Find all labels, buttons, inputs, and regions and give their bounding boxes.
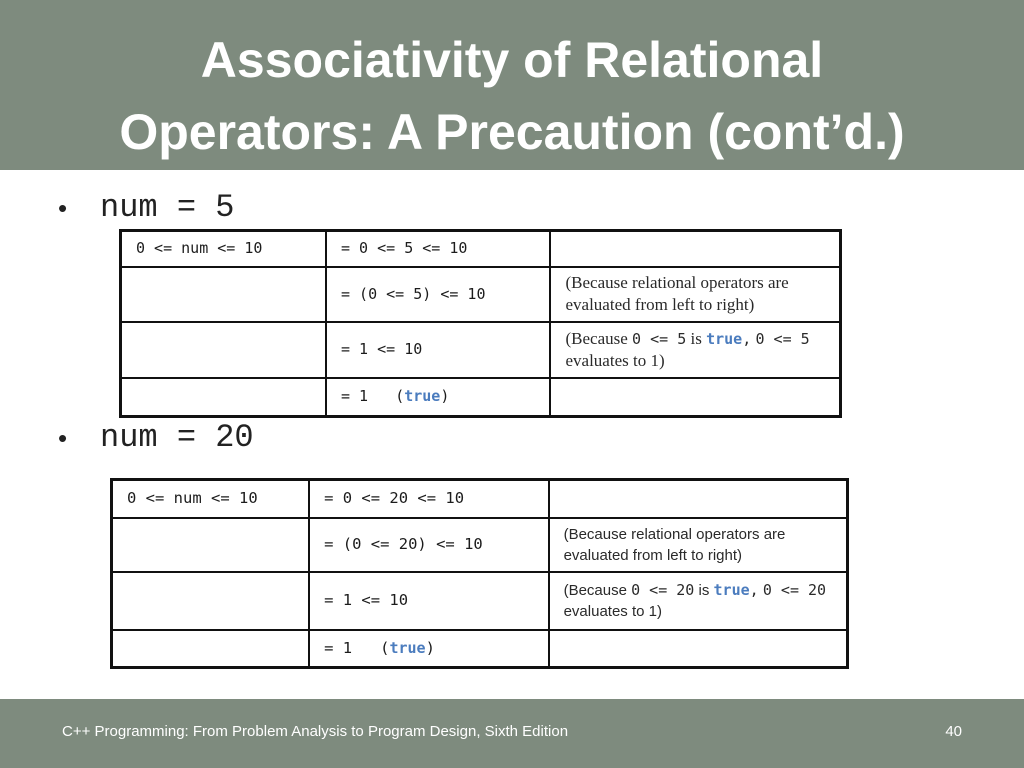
- bullet-text: num = 5: [100, 189, 235, 226]
- note-text: [565, 329, 809, 370]
- bullet-item-num-20: [58, 420, 254, 456]
- table-cell: [309, 572, 548, 630]
- note-suffix: evaluates to 1): [563, 602, 662, 620]
- empty-cell: [549, 630, 848, 668]
- table-cell: [326, 267, 550, 322]
- table-cell: [309, 480, 548, 518]
- table-row: [112, 480, 848, 518]
- step-cell: = (0 <= 20) <= 10: [324, 535, 483, 553]
- table-cell: [112, 480, 310, 518]
- note-text: (Because relational operators are evaluated from left to right): [565, 273, 789, 314]
- note-comma: ,: [749, 580, 759, 599]
- bullet-item-num-5: [58, 190, 234, 226]
- step-cell: = (0 <= 5) <= 10: [341, 284, 486, 303]
- table-cell: [550, 267, 840, 322]
- bullet-dot-icon: •: [58, 193, 68, 223]
- bullet-dot-icon: •: [58, 423, 68, 453]
- note-code: 0 <= 5: [632, 329, 687, 348]
- note-comma: ,: [742, 329, 752, 348]
- footer-bar: [0, 699, 1024, 768]
- paren-open: (: [380, 638, 390, 657]
- table-row: [121, 322, 841, 378]
- empty-cell: [112, 518, 310, 572]
- step-cell: = 0 <= 20 <= 10: [324, 489, 465, 508]
- step-cell: [324, 639, 435, 657]
- table-cell: [549, 572, 848, 630]
- empty-cell: [550, 378, 840, 417]
- step-cell: [341, 387, 449, 405]
- evaluation-table-num-5: [119, 229, 842, 418]
- note-cell: [549, 480, 848, 518]
- step-result: = 1: [341, 387, 369, 406]
- true-keyword: true: [713, 580, 750, 599]
- table-cell: [549, 518, 848, 572]
- table-cell: [550, 322, 840, 378]
- evaluation-table-num-20: [110, 478, 849, 669]
- note-text: (Because relational operators are evaluated from left to right): [563, 525, 786, 564]
- empty-cell: [121, 322, 327, 378]
- table-row: [121, 231, 841, 267]
- slide-title-line-1: Associativity of Relational: [200, 32, 824, 88]
- note-cell: [550, 231, 840, 267]
- table-cell: [121, 231, 327, 267]
- note-code: 0 <= 5: [755, 329, 810, 348]
- empty-cell: [112, 630, 310, 668]
- table-cell: [326, 378, 550, 417]
- empty-cell: [121, 267, 327, 322]
- empty-cell: [112, 572, 310, 630]
- table-row: [112, 630, 848, 668]
- table-row: [121, 378, 841, 417]
- note-text: [564, 582, 827, 620]
- page-number: 40: [945, 723, 962, 740]
- table-row: [112, 572, 848, 630]
- true-keyword: true: [404, 387, 441, 406]
- true-keyword: true: [389, 638, 426, 657]
- table-cell: [309, 630, 548, 668]
- table-row: [121, 267, 841, 322]
- note-code: 0 <= 20: [762, 580, 827, 599]
- step-result: = 1: [324, 638, 353, 657]
- empty-cell: [121, 378, 327, 417]
- paren-open: (: [395, 387, 405, 406]
- expression-cell: 0 <= num <= 10: [127, 489, 258, 508]
- title-bar: [0, 0, 1024, 170]
- step-cell: = 0 <= 5 <= 10: [341, 239, 468, 258]
- note-prefix: (Because: [565, 328, 628, 348]
- bullet-text: num = 20: [100, 419, 254, 456]
- note-prefix: (Because: [563, 581, 627, 599]
- table-row: [112, 518, 848, 572]
- footer-book-title: C++ Programming: From Problem Analysis to Program Design, Sixth Edition: [62, 723, 569, 740]
- paren-close: ): [440, 387, 450, 406]
- expression-cell: 0 <= num <= 10: [136, 239, 263, 258]
- table-cell: [326, 322, 550, 378]
- paren-close: ): [425, 638, 435, 657]
- note-code: 0 <= 20: [631, 580, 695, 599]
- note-is: is: [698, 581, 710, 599]
- table-cell: [326, 231, 550, 267]
- note-is: is: [690, 328, 702, 348]
- step-cell: = 1 <= 10: [341, 340, 423, 358]
- note-suffix: evaluates to 1): [565, 350, 665, 370]
- true-keyword: true: [706, 329, 743, 348]
- table-cell: [309, 518, 548, 572]
- slide-title-line-2: Operators: A Precaution (cont’d.): [119, 104, 905, 160]
- step-cell: = 1 <= 10: [324, 591, 409, 609]
